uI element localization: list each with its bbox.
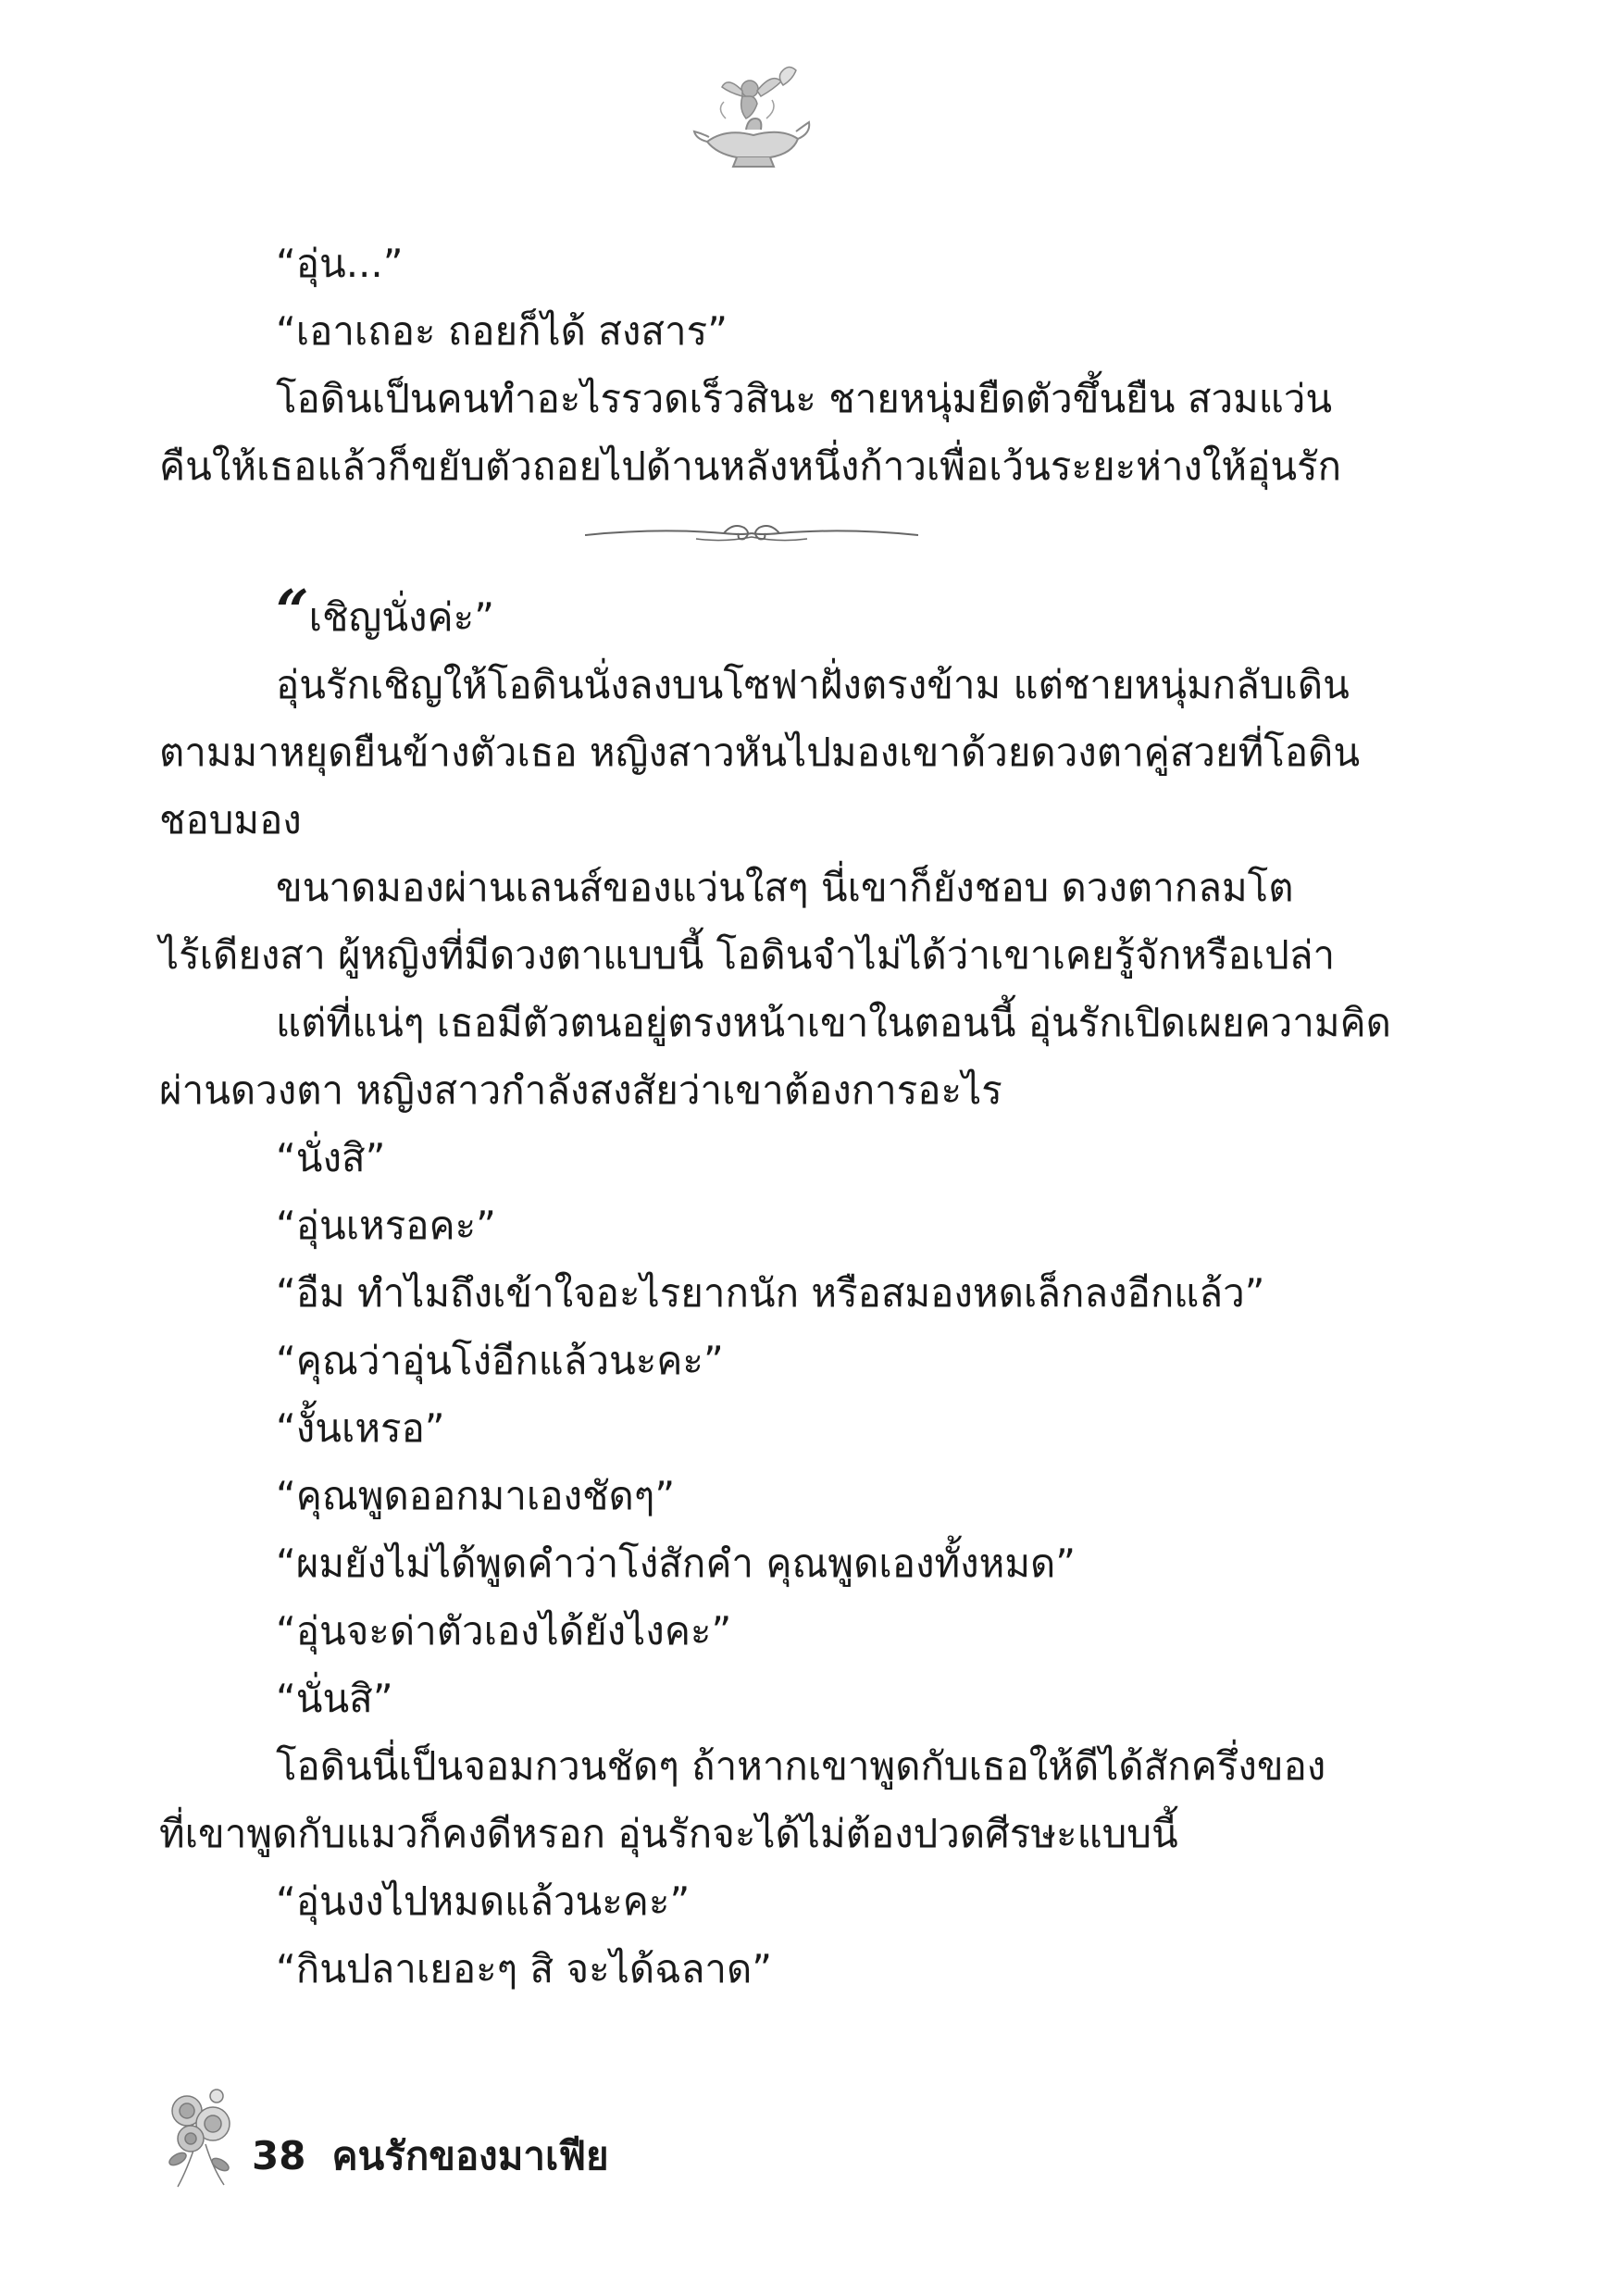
opening-text: เชิญนั่งค่ะ” (308, 594, 494, 640)
dialogue-line: “อืม ทำไมถึงเข้าใจอะไรยากนัก หรือสมองหดเล็กลงอีกแล้ว” (276, 1270, 1265, 1316)
paragraph-line: โอดินนี่เป็นจอมกวนชัดๆ ถ้าหากเขาพูดกับเธอให้ดีได้สักครึ่งของ (276, 1743, 1326, 1789)
book-title: คนรักของมาเฟีย (331, 2133, 609, 2178)
dialogue-line: “คุณว่าอุ่นโง่อีกแล้วนะคะ” (276, 1338, 724, 1383)
page-number: 38 (252, 2133, 306, 2178)
paragraph-line: “เอาเถอะ ถอยก็ได้ สงสาร” (276, 308, 728, 354)
lamp-ornament-icon (689, 54, 818, 174)
body-text (159, 230, 1391, 2003)
dialogue-line: “อุ่นเหรอคะ” (276, 1203, 496, 1248)
paragraph-line: ชอบมอง (159, 797, 302, 842)
dialogue-line: “นั่นสิ” (276, 1676, 393, 1721)
page-footer (159, 2087, 807, 2189)
paragraph-line: แต่ที่แน่ๆ เธอมีตัวตนอยู่ตรงหน้าเขาในตอนนี้ อุ่นรักเปิดเผยความคิด (276, 1000, 1391, 1045)
paragraph-line: ที่เขาพูดกับแมวก็คงดีหรอก อุ่นรักจะได้ไม่ต้องปวดศีรษะแบบนี้ (159, 1811, 1178, 1856)
dialogue-line: “งั้นเหรอ” (276, 1405, 445, 1451)
dialogue-line: “อุ่นงงไปหมดแล้วนะคะ” (276, 1878, 691, 1924)
footer-label (252, 2133, 609, 2179)
dialogue-line: “อุ่นจะด่าตัวเองได้ยังไงคะ” (276, 1608, 732, 1653)
chapter-opening-line (159, 577, 1363, 651)
dialogue-line: “คุณพูดออกมาเองชัดๆ” (276, 1473, 676, 1518)
dialogue-line: “กินปลาเยอะๆ สิ จะได้ฉลาด” (276, 1946, 773, 1991)
paragraph-line: ไร้เดียงสา ผู้หญิงที่มีดวงตาแบบนี้ โอดินจำไม่ได้ว่าเขาเคยรู้จักหรือเปล่า (159, 932, 1336, 978)
rose-ornament-icon (159, 2087, 243, 2189)
flourish-divider-icon (585, 515, 918, 552)
paragraph-line: ตามมาหยุดยืนข้างตัวเธอ หญิงสาวหันไปมองเขาด้วยดวงตาคู่สวยที่โอดิน (159, 730, 1361, 775)
opening-quote-mark: “ (276, 577, 309, 644)
paragraph-line: อุ่นรักเชิญให้โอดินนั่งลงบนโซฟาฝั่งตรงข้าม แต่ชายหนุ่มกลับเดิน (276, 662, 1350, 707)
section-divider (159, 500, 1363, 578)
paragraph-line: โอดินเป็นคนทำอะไรรวดเร็วสินะ ชายหนุ่มยืดตัวขึ้นยืน สวมแว่น (276, 376, 1333, 421)
paragraph-line: ผ่านดวงตา หญิงสาวกำลังสงสัยว่าเขาต้องการอะไร (159, 1067, 1002, 1113)
dialogue-line: “นั่งสิ” (276, 1135, 386, 1180)
paragraph-line: “อุ่น...” (276, 241, 404, 286)
dialogue-line: “ผมยังไม่ได้พูดคำว่าโง่สักคำ คุณพูดเองทั้งหมด” (276, 1541, 1077, 1586)
paragraph-line: คืนให้เธอแล้วก็ขยับตัวถอยไปด้านหลังหนึ่งก้าวเพื่อเว้นระยะห่างให้อุ่นรัก (159, 443, 1342, 489)
paragraph-line: ขนาดมองผ่านเลนส์ของแว่นใสๆ นี่เขาก็ยังชอบ ดวงตากลมโต (276, 865, 1294, 910)
